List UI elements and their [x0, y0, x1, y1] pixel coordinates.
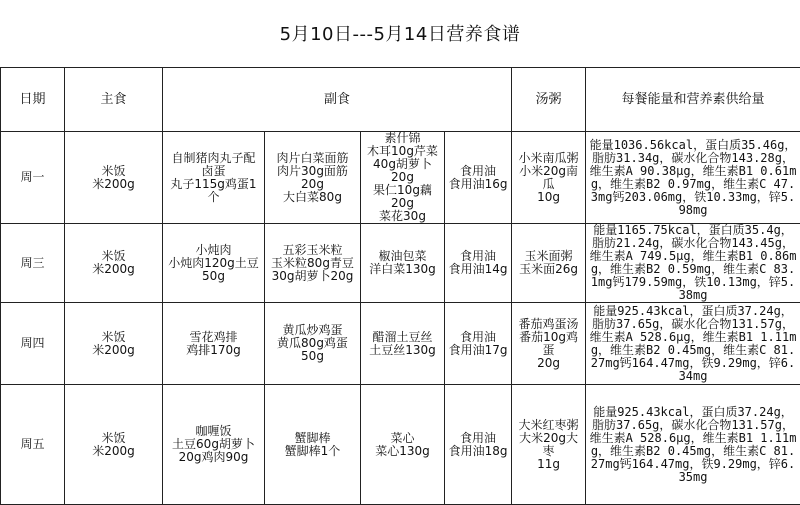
nutrition-cell: 能量925.43kcal，蛋白质37.24g，脂肪37.65g，碳水化合物131.57g，维生素A 528.6μg，维生素B1 1.11mg，维生素B2 0.45mg，维生素C 81.27mg钙164.47mg，铁9.29mg，锌6.34mg	[586, 303, 800, 385]
side-dish-cell: 自制猪肉丸子配 卤蛋 丸子115g鸡蛋1个	[163, 132, 265, 224]
side-dish-cell: 菜心 菜心130g	[361, 385, 445, 505]
day-cell: 周五	[1, 385, 65, 505]
oil-cell: 食用油 食用油17g	[445, 303, 512, 385]
page-title: 5月10日---5月14日营养食谱	[0, 20, 800, 46]
header-date: 日期	[1, 68, 65, 132]
soup-cell: 番茄鸡蛋汤 番茄10g鸡蛋 20g	[512, 303, 586, 385]
nutrition-cell: 能量1036.56kcal，蛋白质35.46g，脂肪31.34g，碳水化合物143.28g，维生素A 90.38μg，维生素B1 0.61mg，维生素B2 0.97mg，维生素C 47.3mg钙203.06mg，铁10.33mg，锌5.98mg	[586, 132, 800, 224]
menu-table	[0, 67, 800, 505]
staple-cell: 米饭 米200g	[65, 224, 163, 303]
table-row	[1, 303, 800, 385]
side-dish-cell: 蟹脚棒 蟹脚棒1个	[265, 385, 361, 505]
table-row	[1, 132, 800, 224]
nutrition-cell: 能量925.43kcal，蛋白质37.24g，脂肪37.65g，碳水化合物131.57g，维生素A 528.6μg，维生素B1 1.11mg，维生素B2 0.45mg，维生素C 81.27mg钙164.47mg，铁9.29mg，锌6.35mg	[586, 385, 800, 505]
side-dish-cell: 黄瓜炒鸡蛋 黄瓜80g鸡蛋50g	[265, 303, 361, 385]
side-dish-cell: 椒油包菜 洋白菜130g	[361, 224, 445, 303]
soup-cell: 小米南瓜粥 小米20g南瓜 10g	[512, 132, 586, 224]
oil-cell: 食用油 食用油16g	[445, 132, 512, 224]
day-cell: 周四	[1, 303, 65, 385]
header-soup: 汤粥	[512, 68, 586, 132]
soup-cell: 玉米面粥 玉米面26g	[512, 224, 586, 303]
side-dish-cell: 素什锦 木耳10g芹菜 40g胡萝卜20g 果仁10g藕20g 菜花30g	[361, 132, 445, 224]
day-cell: 周一	[1, 132, 65, 224]
side-dish-cell: 五彩玉米粒 玉米粒80g青豆 30g胡萝卜20g	[265, 224, 361, 303]
header-staple: 主食	[65, 68, 163, 132]
header-nutrition: 每餐能量和营养素供给量	[586, 68, 800, 132]
oil-cell: 食用油 食用油14g	[445, 224, 512, 303]
side-dish-cell: 肉片白菜面筋 肉片30g面筋20g 大白菜80g	[265, 132, 361, 224]
soup-cell: 大米红枣粥 大米20g大枣 11g	[512, 385, 586, 505]
side-dish-cell: 咖喱饭 土豆60g胡萝卜 20g鸡肉90g	[163, 385, 265, 505]
staple-cell: 米饭 米200g	[65, 385, 163, 505]
table-row	[1, 224, 800, 303]
day-cell: 周三	[1, 224, 65, 303]
nutrition-cell: 能量1165.75kcal，蛋白质35.4g，脂肪21.24g，碳水化合物143.45g，维生素A 749.5μg，维生素B1 0.86mg，维生素B2 0.59mg，维生素C 83.1mg钙179.59mg，铁10.13mg，锌5.38mg	[586, 224, 800, 303]
staple-cell: 米饭 米200g	[65, 303, 163, 385]
side-dish-cell: 雪花鸡排 鸡排170g	[163, 303, 265, 385]
header-row	[1, 68, 800, 132]
side-dish-cell: 醋溜土豆丝 土豆丝130g	[361, 303, 445, 385]
side-dish-cell: 小炖肉 小炖肉120g土豆 50g	[163, 224, 265, 303]
staple-cell: 米饭 米200g	[65, 132, 163, 224]
header-side-dishes: 副食	[163, 68, 512, 132]
table-row	[1, 385, 800, 505]
oil-cell: 食用油 食用油18g	[445, 385, 512, 505]
